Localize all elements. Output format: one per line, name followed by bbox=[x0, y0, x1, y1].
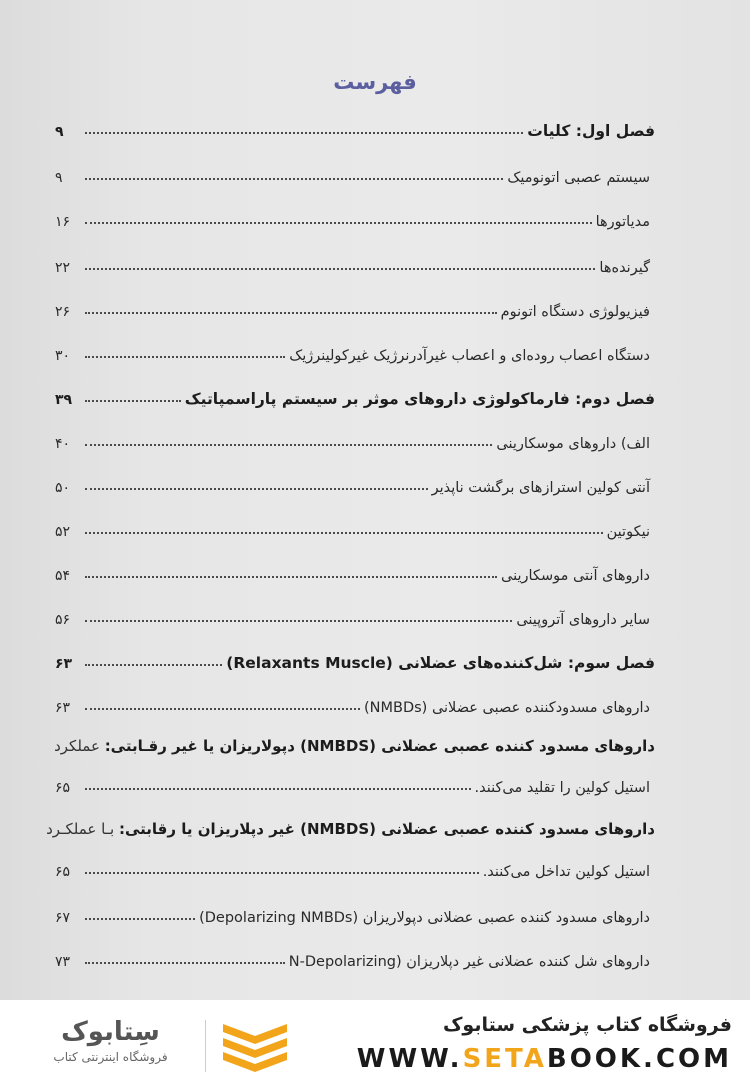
entry-text: نیکوتین bbox=[606, 524, 650, 540]
entry-page: ۴۰ bbox=[55, 436, 71, 452]
entry-page: ۳۹ bbox=[55, 392, 73, 408]
entry-text: دستگاه اعصاب روده‌ای و اعصاب غیرآدرنرژیک غیرکولینرژیک bbox=[289, 348, 650, 364]
entry-text: داروهای آنتی موسکارینی bbox=[501, 568, 650, 584]
toc-entry bbox=[55, 942, 650, 970]
entry-text: سیستم عصبی اتونومیک bbox=[507, 170, 650, 186]
leader-dots bbox=[85, 708, 360, 710]
toc-entry bbox=[55, 898, 650, 926]
leader-dots bbox=[85, 532, 603, 534]
leader-dots bbox=[85, 222, 592, 224]
leader-dots bbox=[85, 268, 595, 270]
toc-entry bbox=[55, 202, 650, 230]
entry-page: ۲۲ bbox=[55, 260, 71, 276]
paragraph-bold: داروهای مسدود کننده عصبی عضلانی (NMBDS) دپولاریزان یا غیر رقـابتی: bbox=[104, 737, 655, 755]
entry-page: ۲۶ bbox=[55, 304, 71, 320]
toc-entry bbox=[55, 600, 650, 628]
leader-dots bbox=[85, 178, 503, 180]
entry-page: ۶۵ bbox=[55, 780, 71, 796]
toc-entry bbox=[55, 336, 650, 364]
url-suffix: BOOK.COM bbox=[546, 1044, 732, 1074]
entry-page: ۷۳ bbox=[55, 954, 71, 970]
entry-text: داروهای شل کننده عضلانی غیر دپلاریزان (N-Depolarizing bbox=[288, 954, 650, 970]
toc-entry bbox=[55, 468, 650, 496]
leader-dots bbox=[85, 356, 285, 358]
entry-page: ۹ bbox=[55, 170, 63, 186]
paragraph-rest: عملکرد bbox=[54, 737, 105, 755]
entry-text: مدیاتورها bbox=[595, 214, 650, 230]
toc-entry-chapter-3 bbox=[55, 644, 655, 672]
logo-divider bbox=[205, 1020, 206, 1072]
toc-entry bbox=[55, 688, 650, 716]
entry-text: گیرنده‌ها bbox=[599, 260, 650, 276]
paragraph-rest: بـا عملکـرد bbox=[46, 820, 119, 838]
leader-dots bbox=[85, 872, 479, 874]
entry-text: استیل کولین را تقلید می‌کنند. bbox=[474, 780, 650, 796]
entry-text: الف) داروهای موسکارینی bbox=[496, 436, 650, 452]
paragraph-line bbox=[54, 737, 655, 755]
entry-text: فصل دوم: فارماکولوژی داروهای موثر بر سیستم پاراسمپاتیک bbox=[184, 390, 655, 408]
entry-text: سایر داروهای آتروپینی bbox=[516, 612, 650, 628]
toc-entry bbox=[55, 292, 650, 320]
entry-page: ۶۷ bbox=[55, 910, 71, 926]
toc-entry bbox=[55, 768, 650, 796]
leader-dots bbox=[85, 576, 497, 578]
leader-dots bbox=[85, 312, 497, 314]
entry-page: ۹ bbox=[55, 124, 64, 140]
entry-page: ۶۵ bbox=[55, 864, 71, 880]
paragraph-bold: داروهای مسدود کننده عصبی عضلانی (NMBDS) غیر دپلاریزان یا رقابتی: bbox=[119, 820, 655, 838]
entry-page: ۵۴ bbox=[55, 568, 71, 584]
store-logo-text: سِتابوک bbox=[61, 1017, 160, 1047]
leader-dots bbox=[85, 918, 195, 920]
toc-entry bbox=[55, 512, 650, 540]
leader-dots bbox=[85, 788, 471, 790]
entry-text: آنتی کولین استرازهای برگشت ناپذیر bbox=[431, 480, 650, 496]
toc-entry bbox=[55, 852, 650, 880]
entry-page: ۵۲ bbox=[55, 524, 71, 540]
entry-text: فصل اول: کلیات bbox=[527, 122, 655, 140]
leader-dots bbox=[85, 962, 285, 964]
url-accent: SETA bbox=[462, 1044, 547, 1074]
url-prefix: WWW. bbox=[356, 1044, 463, 1074]
paragraph-line bbox=[46, 820, 655, 838]
entry-page: ۵۶ bbox=[55, 612, 71, 628]
toc-entry-chapter-2 bbox=[55, 380, 655, 408]
entry-page: ۳۰ bbox=[55, 348, 71, 364]
toc-entry bbox=[55, 158, 650, 186]
toc-entry-chapter-1 bbox=[55, 112, 655, 140]
store-url[interactable] bbox=[357, 1044, 732, 1074]
toc-title: فهرست bbox=[333, 70, 417, 94]
toc-entry bbox=[55, 248, 650, 276]
leader-dots bbox=[85, 620, 512, 622]
store-name: فروشگاه کتاب پزشکی ستابوک bbox=[442, 1014, 732, 1036]
book-stack-icon bbox=[215, 1014, 295, 1074]
toc-entry bbox=[55, 556, 650, 584]
leader-dots bbox=[85, 132, 523, 134]
entry-text: فصل سوم: شل‌کننده‌های عضلانی (Relaxants Muscle) bbox=[226, 654, 655, 672]
store-logo-subtitle: فروشگاه اینترنتی کتاب bbox=[53, 1050, 168, 1064]
entry-text: داروهای مسدودکننده عصبی عضلانی (NMBDs) bbox=[363, 700, 650, 716]
entry-page: ۶۳ bbox=[55, 700, 71, 716]
entry-text: استیل کولین تداخل می‌کنند. bbox=[482, 864, 650, 880]
leader-dots bbox=[85, 488, 428, 490]
entry-page: ۶۳ bbox=[55, 656, 73, 672]
leader-dots bbox=[85, 664, 222, 666]
entry-text: فیزیولوژی دستگاه اتونوم bbox=[500, 304, 650, 320]
entry-page: ۱۶ bbox=[55, 214, 71, 230]
toc-entry bbox=[55, 424, 650, 452]
entry-page: ۵۰ bbox=[55, 480, 71, 496]
entry-text: داروهای مسدود کننده عصبی عضلانی دپولاریزان (Depolarizing NMBDs) bbox=[199, 910, 650, 926]
leader-dots bbox=[85, 400, 181, 402]
leader-dots bbox=[85, 444, 492, 446]
